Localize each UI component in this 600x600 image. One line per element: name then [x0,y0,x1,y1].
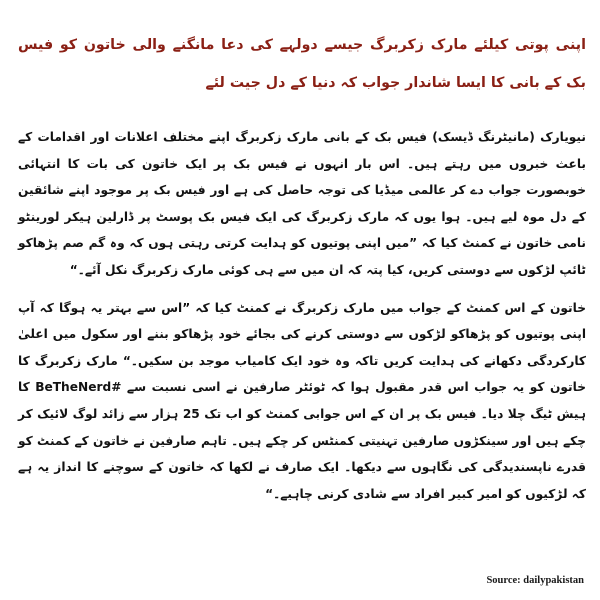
article-paragraph-2: خاتون کے اس کمنٹ کے جواب میں مارک زکربرگ نے کمنٹ کیا کہ ”اس سے بہتر یہ ہوگا کہ آپ اپنی پوتیوں کو پڑھاکو لڑکوں سے دوستی کرنے کی بجائے خود پڑھاکو بننے اور سکول میں اعلیٰ کارکردگی دکھانے کی ہدایت کریں تاکہ وہ خود ایک کامیاب موجد بن سکیں۔“ مارک زکربرگ کا خاتون کو یہ جواب اس قدر مقبول ہوا کہ ٹوئٹر صارفین نے اسی نسبت سے #BeTheNerd کا ہیش ٹیگ چلا دیا۔ فیس بک پر ان کے اس جوابی کمنٹ کو اب تک 25 ہزار سے زائد لوگ لائیک کر چکے ہیں اور سینکڑوں صارفین تہنیتی کمنٹس کر چکے ہیں۔ تاہم صارفین نے خاتون کے کمنٹ کو قدرے ناپسندیدگی کی نگاہوں سے دیکھا۔ ایک صارف نے لکھا کہ خاتون کے سوچنے کا انداز یہ ہے کہ لڑکیوں کو امیر کبیر افراد سے شادی کرنی چاہیے۔“ [18,300,586,501]
article-paragraph-1: نیویارک (مانیٹرنگ ڈیسک) فیس بک کے بانی مارک زکربرگ اپنے مختلف اعلانات اور اقدامات کے باعث خبروں میں رہتے ہیں۔ اس بار انہوں نے فیس بک پر ایک خاتون کی بات کا انتہائی خوبصورت جواب دے کر عالمی میڈیا کی توجہ حاصل کی ہے اور فیس بک پر موجود اپنے شائقین کے دل موہ لیے ہیں۔ ہوا یوں کہ مارک زکربرگ کی ایک فیس بک پوسٹ پر ڈارلین ہیکر لورینٹو نامی خاتون نے کمنٹ کیا کہ ”میں اپنی پوتیوں کو ہدایت کرتی رہتی ہوں کہ وہ گم صم پڑھاکو ٹائپ لڑکوں سے دوستی کریں، کیا پتہ کہ ان میں سے ہی کوئی مارک زکربرگ نکل آئے۔“ [18,130,586,277]
article-headline: اپنی پوتی کیلئے مارک زکربرگ جیسے دولہے کی دعا مانگنے والی خاتون کو فیس بک کے بانی کا ایسا شاندار جواب کہ دنیا کے دل جیت لئے [18,37,586,91]
source-credit: Source: dailypakistan [486,575,584,586]
